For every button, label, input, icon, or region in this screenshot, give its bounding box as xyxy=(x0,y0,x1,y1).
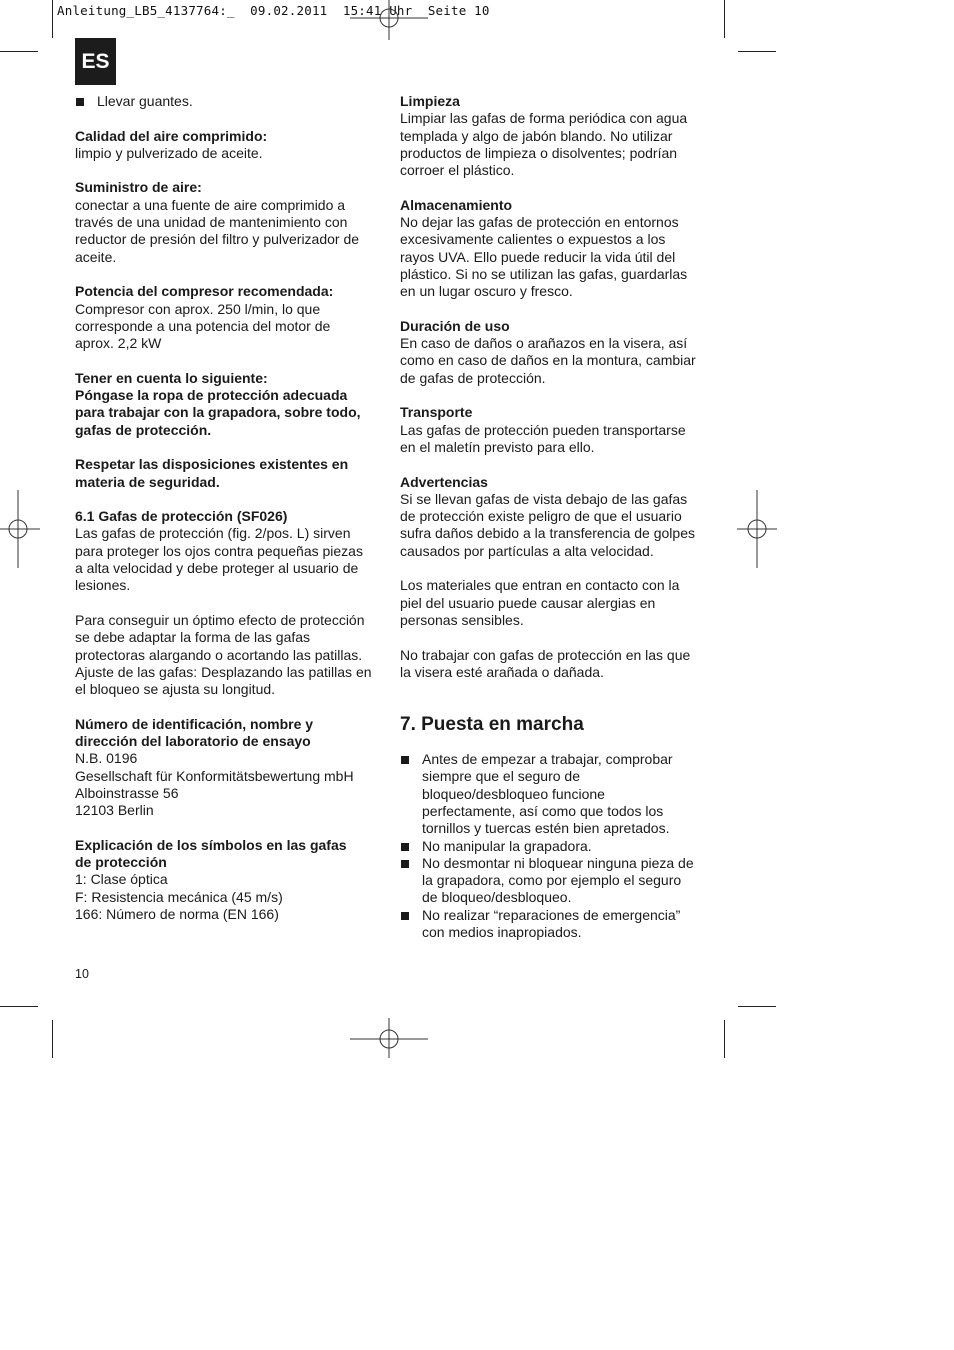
compressor-section: Potencia del compresor recomendada: Compresor con aprox. 250 l/min, lo que corresponde a una potencia del motor de aprox. 2,2 kW xyxy=(75,283,380,352)
print-slug: Anleitung_LB5_4137764:_ 09.02.2011 15:41 Uhr Seite 10 xyxy=(57,3,490,18)
page-number: 10 xyxy=(75,967,89,981)
bullet-square-icon xyxy=(401,843,409,851)
crop-mark xyxy=(724,0,725,38)
right-column xyxy=(400,93,705,941)
language-badge: ES xyxy=(75,38,116,85)
registration-mark-icon xyxy=(0,490,40,568)
section-title: Duración de uso xyxy=(400,317,510,334)
registration-mark-icon xyxy=(350,0,428,40)
crop-mark xyxy=(0,1006,38,1007)
air-quality-section: Calidad del aire comprimido: limpio y pulverizado de aceite. xyxy=(75,128,380,163)
crop-mark xyxy=(738,1006,776,1007)
bullet-square-icon xyxy=(401,912,409,920)
section-title: Limpieza xyxy=(400,93,460,109)
section-title: Calidad del aire comprimido: xyxy=(75,127,268,144)
transport-section: Transporte Las gafas de protección pueden transportarse en el maletín previsto para ello. xyxy=(400,404,705,456)
bullet-item: No desmontar ni bloquear ninguna pieza de la grapadora, como por ejemplo el seguro de bloqueo/desbloqueo. xyxy=(400,855,705,907)
crop-mark xyxy=(0,51,38,52)
registration-mark-icon xyxy=(350,1018,428,1058)
air-supply-section: Suministro de aire: conectar a una fuente de aire comprimido a través de una unidad de mantenimiento con reductor de presión del filtro y pulverizador de aceite. xyxy=(75,179,380,265)
bullet-square-icon xyxy=(401,756,409,764)
storage-section: Almacenamiento No dejar las gafas de protección en entornos excesivamente calientes o expuestos a los rayos UVA. Ello puede reducir la vida útil del plástico. Si no se utilizan las gafas, guardarlas en un lugar oscuro y fresco. xyxy=(400,197,705,301)
left-column xyxy=(75,93,380,941)
safety-section: Respetar las disposiciones existentes en materia de seguridad. xyxy=(75,456,349,490)
section-title: Explicación de los símbolos en las gafas xyxy=(75,836,347,853)
startup-heading: 7. Puesta en marcha xyxy=(400,714,584,736)
bullet-item: Llevar guantes. xyxy=(75,93,380,110)
crop-mark xyxy=(724,1020,725,1058)
bullet-item: Antes de empezar a trabajar, comprobar siempre que el seguro de bloqueo/desbloqueo funcione perfectamente, así como que todos los tornillos y tuercas estén bien apretados. xyxy=(400,751,705,837)
goggles-section: 6.1 Gafas de protección (SF026) Las gafas de protección (fig. 2/pos. L) sirven para proteger los ojos contra pequeñas piezas a alta velocidad y debe proteger al usuario de lesiones. xyxy=(75,508,380,594)
section-title: Transporte xyxy=(400,404,473,421)
section-title: Número de identificación, nombre y xyxy=(75,715,314,732)
bullet-square-icon xyxy=(76,98,84,106)
crop-mark xyxy=(738,51,776,52)
symbols-section: Explicación de los símbolos en las gafas de protección 1: Clase óptica F: Resistencia mecánica (45 m/s) 166: Número de norma (EN 166) xyxy=(75,837,380,923)
note-section: Tener en cuenta lo siguiente: Póngase la ropa de protección adecuada para trabajar con la grapadora, sobre todo, gafas de protección. xyxy=(75,370,380,439)
cleaning-section: Limpieza Limpiar las gafas de forma periódica con agua templada y algo de jabón blando. No utilizar productos de limpieza o disolventes; podrían corroer el plástico. xyxy=(400,93,705,179)
allergy-paragraph: Los materiales que entran en contacto con la piel del usuario puede causar alergias en personas sensibles. xyxy=(400,577,680,628)
section-title: Advertencias xyxy=(400,473,488,490)
section-title: 6.1 Gafas de protección (SF026) xyxy=(75,508,288,525)
lab-section: Número de identificación, nombre y dirección del laboratorio de ensayo N.B. 0196 Gesellschaft für Konformitätsbewertung mbH Alboinstrasse 56 12103 Berlin xyxy=(75,716,380,820)
crop-mark xyxy=(52,1020,53,1058)
duration-section: Duración de uso En caso de daños o arañazos en la visera, así como en caso de daños en la montura, cambiar de gafas de protección. xyxy=(400,318,705,387)
section-title: Potencia del compresor recomendada: xyxy=(75,283,334,300)
bullet-item: No manipular la grapadora. xyxy=(400,838,705,855)
adjust-paragraph: Para conseguir un óptimo efecto de protección se debe adaptar la forma de las gafas protectoras alargando o acortando las patillas. Ajuste de las gafas: Desplazando las patillas en el bloqueo se ajusta su longitud. xyxy=(75,611,372,698)
section-title: Tener en cuenta lo siguiente: xyxy=(75,369,268,386)
bullet-item: No realizar “reparaciones de emergencia” con medios inapropiados. xyxy=(400,907,705,942)
scratched-paragraph: No trabajar con gafas de protección en las que la visera esté arañada o dañada. xyxy=(400,646,691,680)
registration-mark-icon xyxy=(737,490,777,568)
section-title: Almacenamiento xyxy=(400,196,513,213)
bullet-square-icon xyxy=(401,860,409,868)
warnings-section: Advertencias Si se llevan gafas de vista debajo de las gafas de protección existe peligro de que el usuario sufra daños debido a la transferencia de golpes causados por partículas a alta velocidad. xyxy=(400,474,705,560)
crop-mark xyxy=(52,0,53,38)
section-title: Suministro de aire: xyxy=(75,179,202,196)
